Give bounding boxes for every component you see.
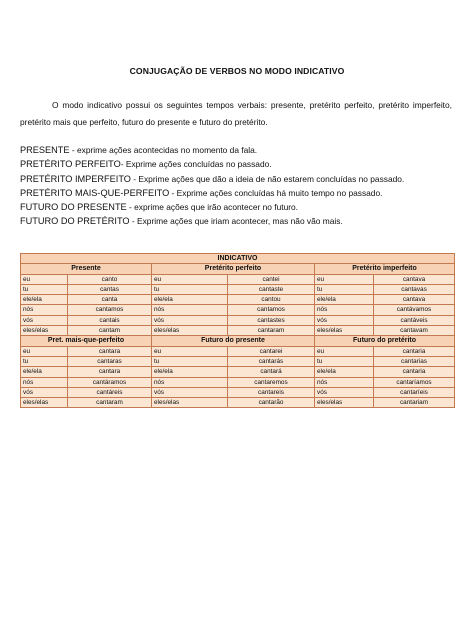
definition-desc: - Exprime ações concluídas no passado. — [120, 159, 272, 170]
table-row — [21, 387, 455, 397]
definition-desc: - Exprime ações que dão a ideia de não estarem concluídas no passado. — [130, 173, 405, 184]
verb-form-cell: cantaria — [374, 346, 455, 356]
verb-form-cell: cantaremos — [228, 377, 315, 387]
verb-form-cell: cantou — [228, 295, 315, 305]
table-row — [21, 398, 455, 408]
definition-term: PRESENTE — [20, 145, 70, 155]
tense-header: Pret. mais-que-perfeito — [21, 336, 152, 346]
table-row — [21, 346, 455, 356]
pronoun-cell: ele/ela — [152, 367, 228, 377]
verb-form-cell: cantareis — [228, 387, 315, 397]
table-row — [21, 377, 455, 387]
verb-form-cell: canta — [68, 295, 152, 305]
verb-form-cell: cantariam — [374, 398, 455, 408]
verb-form-cell: cantastes — [228, 315, 315, 325]
verb-form-cell: cantaram — [228, 326, 315, 336]
table-header: INDICATIVO — [21, 254, 455, 264]
tense-header: Pretérito imperfeito — [315, 264, 455, 274]
pronoun-cell: vós — [21, 315, 68, 325]
pronoun-cell: nós — [315, 377, 374, 387]
verb-form-cell: cantei — [228, 274, 315, 284]
verb-form-cell: cantarias — [374, 356, 455, 366]
verb-form-cell: cantavam — [374, 326, 455, 336]
verb-form-cell: cantaste — [228, 284, 315, 294]
pronoun-cell: nós — [21, 377, 68, 387]
definition-desc: - exprime ações acontecidas no momento da fala. — [69, 145, 258, 155]
definition-term: PRETÉRITO PERFEITO — [20, 159, 121, 170]
verb-form-cell: cantamos — [228, 305, 315, 315]
pronoun-cell: eu — [152, 274, 228, 284]
verb-form-cell: cantáveis — [374, 315, 455, 325]
pronoun-cell: tu — [152, 356, 228, 366]
pronoun-cell: eles/elas — [21, 326, 68, 336]
table-row — [21, 367, 455, 377]
definition-term: PRETÉRITO MAIS-QUE-PERFEITO — [20, 187, 170, 198]
definition-futuro-presente — [20, 200, 460, 214]
pronoun-cell: tu — [315, 356, 374, 366]
pronoun-cell: tu — [152, 284, 228, 294]
pronoun-cell: nós — [152, 377, 228, 387]
document-title: CONJUGAÇÃO DE VERBOS NO MODO INDICATIVO — [129, 66, 345, 76]
pronoun-cell: eu — [21, 346, 68, 356]
definition-term: FUTURO DO PRESENTE — [20, 202, 127, 213]
definition-preterito-perfeito — [20, 157, 460, 171]
pronoun-cell: tu — [315, 284, 374, 294]
verb-form-cell: cantas — [68, 284, 152, 294]
pronoun-cell: eles/elas — [315, 326, 374, 336]
verb-form-cell: cantais — [68, 315, 152, 325]
pronoun-cell: tu — [21, 356, 68, 366]
definition-preterito-imperfeito — [20, 172, 460, 186]
table-row — [21, 315, 455, 325]
verb-form-cell: cantarão — [228, 398, 315, 408]
verb-form-cell: cantaríamos — [374, 377, 455, 387]
table-row — [21, 326, 455, 336]
pronoun-cell: eles/elas — [152, 326, 228, 336]
pronoun-cell: nós — [315, 305, 374, 315]
definition-presente — [20, 143, 460, 157]
table-row — [21, 295, 455, 305]
verb-form-cell: cantávamos — [374, 305, 455, 315]
tense-header: Futuro do presente — [152, 336, 315, 346]
pronoun-cell: ele/ela — [315, 367, 374, 377]
verb-form-cell: cantara — [68, 367, 152, 377]
tense-header: Futuro do pretérito — [315, 336, 455, 346]
pronoun-cell: vós — [152, 387, 228, 397]
verb-form-cell: cantava — [374, 274, 455, 284]
pronoun-cell: ele/ela — [21, 367, 68, 377]
verb-form-cell: cantara — [68, 346, 152, 356]
pronoun-cell: vós — [152, 315, 228, 325]
pronoun-cell: eu — [315, 346, 374, 356]
verb-form-cell: cantarás — [228, 356, 315, 366]
definition-futuro-preterito — [20, 214, 460, 228]
verb-form-cell: cantaram — [68, 398, 152, 408]
verb-form-cell: cantaras — [68, 356, 152, 366]
pronoun-cell: eles/elas — [152, 398, 228, 408]
verb-form-cell: cantavas — [374, 284, 455, 294]
verb-form-cell: cantam — [68, 326, 152, 336]
verb-form-cell: cantava — [374, 295, 455, 305]
verb-form-cell: canto — [68, 274, 152, 284]
pronoun-cell: nós — [21, 305, 68, 315]
tense-header: Pretérito perfeito — [152, 264, 315, 274]
pronoun-cell: eu — [152, 346, 228, 356]
verb-form-cell: cantaríeis — [374, 387, 455, 397]
pronoun-cell: vós — [315, 315, 374, 325]
definition-mais-que-perfeito — [20, 186, 460, 200]
intro-text: O modo indicativo possui os seguintes tempos verbais: presente, pretérito perfeito, pretérito imperfeito, pretérito mais que perfeito, futuro do presente e futuro do pretérito. — [20, 100, 452, 127]
pronoun-cell: ele/ela — [152, 295, 228, 305]
definition-desc: - exprime ações que irão acontecer no futuro. — [126, 202, 299, 213]
table-row — [21, 284, 455, 294]
tense-header: Presente — [21, 264, 152, 274]
verb-form-cell: cantará — [228, 367, 315, 377]
pronoun-cell: eu — [315, 274, 374, 284]
definition-desc: - Exprime ações que iriam acontecer, mas não vão mais. — [129, 216, 343, 227]
pronoun-cell: nós — [152, 305, 228, 315]
pronoun-cell: ele/ela — [21, 295, 68, 305]
pronoun-cell: ele/ela — [315, 295, 374, 305]
pronoun-cell: tu — [21, 284, 68, 294]
definition-desc: - Exprime ações concluídas há muito tempo no passado. — [169, 187, 383, 198]
verb-form-cell: cantáreis — [68, 387, 152, 397]
pronoun-cell: eles/elas — [21, 398, 68, 408]
definitions-list — [20, 143, 460, 229]
verb-form-cell: cantaria — [374, 367, 455, 377]
pronoun-cell: vós — [315, 387, 374, 397]
intro-paragraph — [20, 97, 452, 131]
pronoun-cell: eu — [21, 274, 68, 284]
pronoun-cell: eles/elas — [315, 398, 374, 408]
conjugation-table — [20, 253, 455, 408]
table-row — [21, 274, 455, 284]
table-row — [21, 356, 455, 366]
definition-term: PRETÉRITO IMPERFEITO — [20, 173, 131, 184]
table-row — [21, 305, 455, 315]
verb-form-cell: cantarei — [228, 346, 315, 356]
pronoun-cell: vós — [21, 387, 68, 397]
verb-form-cell: cantamos — [68, 305, 152, 315]
verb-form-cell: cantáramos — [68, 377, 152, 387]
definition-term: FUTURO DO PRETÉRITO — [20, 216, 130, 227]
